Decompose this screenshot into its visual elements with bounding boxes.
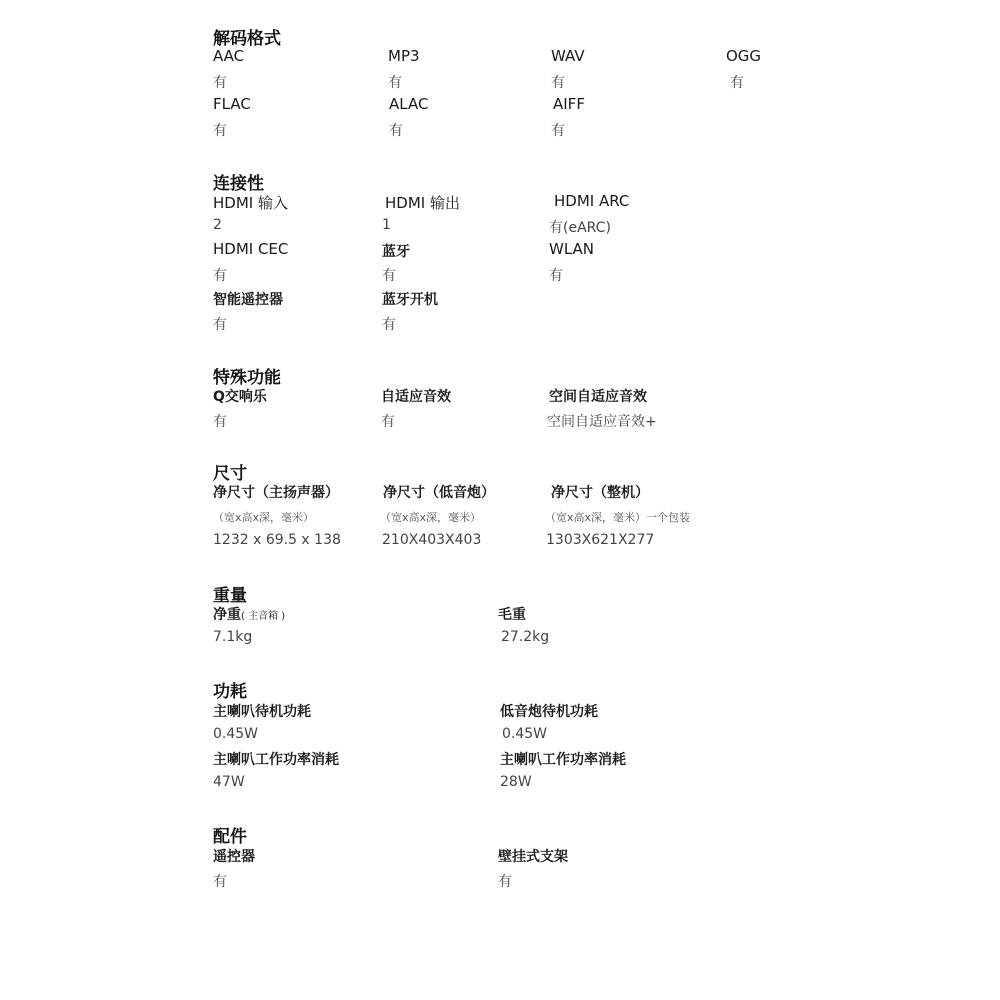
spec-label-flac: FLAC	[213, 95, 251, 113]
spec-value-sub-standby: 0.45W	[502, 726, 548, 742]
spec-label-smart-remote: 智能遥控器	[213, 292, 283, 308]
spec-value-main-standby: 0.45W	[213, 726, 259, 742]
spec-label-sub-standby: 低音炮待机功耗	[500, 704, 598, 720]
spec-label-aiff: AIFF	[553, 95, 585, 113]
spec-value-wav: 有	[551, 75, 565, 91]
spec-value-adaptive-sound: 有	[381, 414, 395, 430]
spec-value-second-operating: 28W	[500, 774, 532, 790]
spec-value-bluetooth: 有	[382, 268, 396, 284]
spec-value-ogg: 有	[730, 75, 744, 91]
spec-value-mp3: 有	[388, 75, 402, 91]
spec-value-wall-mount: 有	[498, 874, 512, 890]
spec-note-size-package: （宽x高x深，毫米）一个包装	[545, 511, 691, 524]
spec-value-hdmi-in: 2	[213, 217, 222, 233]
spec-label-ogg: OGG	[726, 47, 762, 65]
spec-label-hdmi-in: HDMI 输入	[213, 194, 288, 212]
spec-label-hdmi-cec: HDMI CEC	[213, 240, 289, 258]
spec-value-smart-remote: 有	[213, 317, 227, 333]
spec-value-bluetooth-wake: 有	[382, 317, 396, 333]
spec-value-size-subwoofer: 210X403X403	[382, 532, 482, 548]
spec-value-gross-weight: 27.2kg	[501, 629, 550, 645]
spec-value-space-fit-sound: 空间自适应音效+	[547, 414, 657, 430]
section-title-dimensions: 尺寸	[213, 464, 247, 484]
spec-value-size-package: 1303X621X277	[546, 532, 655, 548]
section-title-weight: 重量	[213, 586, 247, 606]
section-title-features: 特殊功能	[213, 368, 281, 388]
spec-value-alac: 有	[389, 123, 403, 139]
spec-value-flac: 有	[213, 123, 227, 139]
spec-label-main-operating: 主喇叭工作功率消耗	[213, 752, 339, 768]
spec-label-bluetooth: 蓝牙	[382, 244, 410, 260]
spec-label-wlan: WLAN	[549, 240, 595, 258]
section-title-decoding: 解码格式	[213, 29, 281, 49]
spec-label-size-subwoofer: 净尺寸（低音炮）	[383, 485, 495, 501]
spec-value-q-symphony: 有	[213, 414, 227, 430]
spec-label-wav: WAV	[551, 47, 585, 65]
spec-note-size-subwoofer: （宽x高x深，毫米）	[380, 511, 482, 524]
spec-label-space-fit-sound: 空间自适应音效	[549, 389, 647, 405]
spec-label-hdmi-out: HDMI 输出	[385, 194, 460, 212]
spec-label-bluetooth-wake: 蓝牙开机	[382, 292, 438, 308]
spec-label-alac: ALAC	[389, 95, 429, 113]
spec-value-main-operating: 47W	[213, 774, 245, 790]
spec-label-size-main: 净尺寸（主扬声器）	[213, 485, 339, 501]
section-title-accessories: 配件	[213, 827, 247, 847]
spec-label-wall-mount: 壁挂式支架	[498, 849, 568, 865]
spec-value-aiff: 有	[551, 123, 565, 139]
spec-value-net-weight: 7.1kg	[213, 629, 253, 645]
net-weight-label-text: 净重	[213, 607, 241, 623]
spec-label-main-standby: 主喇叭待机功耗	[213, 704, 311, 720]
spec-label-net-weight	[213, 604, 285, 624]
spec-label-second-operating: 主喇叭工作功率消耗	[500, 752, 626, 768]
spec-value-remote: 有	[213, 874, 227, 890]
spec-value-wlan: 有	[549, 268, 563, 284]
spec-label-size-package: 净尺寸（整机）	[551, 485, 649, 501]
spec-label-aac: AAC	[213, 47, 245, 65]
spec-label-hdmi-arc: HDMI ARC	[554, 192, 630, 210]
spec-label-mp3: MP3	[388, 47, 420, 65]
spec-value-hdmi-cec: 有	[213, 268, 227, 284]
spec-note-size-main: （宽x高x深，毫米）	[213, 511, 315, 524]
spec-label-gross-weight: 毛重	[498, 607, 526, 623]
spec-value-hdmi-arc: 有(eARC)	[549, 220, 611, 236]
spec-value-aac: 有	[213, 75, 227, 91]
spec-label-q-symphony: Q交响乐	[213, 389, 267, 405]
spec-value-hdmi-out: 1	[382, 217, 391, 233]
spec-label-remote: 遥控器	[213, 849, 255, 865]
section-title-power: 功耗	[213, 682, 247, 702]
section-title-connectivity: 连接性	[213, 174, 264, 194]
spec-value-size-main: 1232 x 69.5 x 138	[213, 532, 341, 548]
net-weight-label-paren: ( 主音箱 )	[241, 611, 286, 622]
spec-label-adaptive-sound: 自适应音效	[381, 389, 451, 405]
